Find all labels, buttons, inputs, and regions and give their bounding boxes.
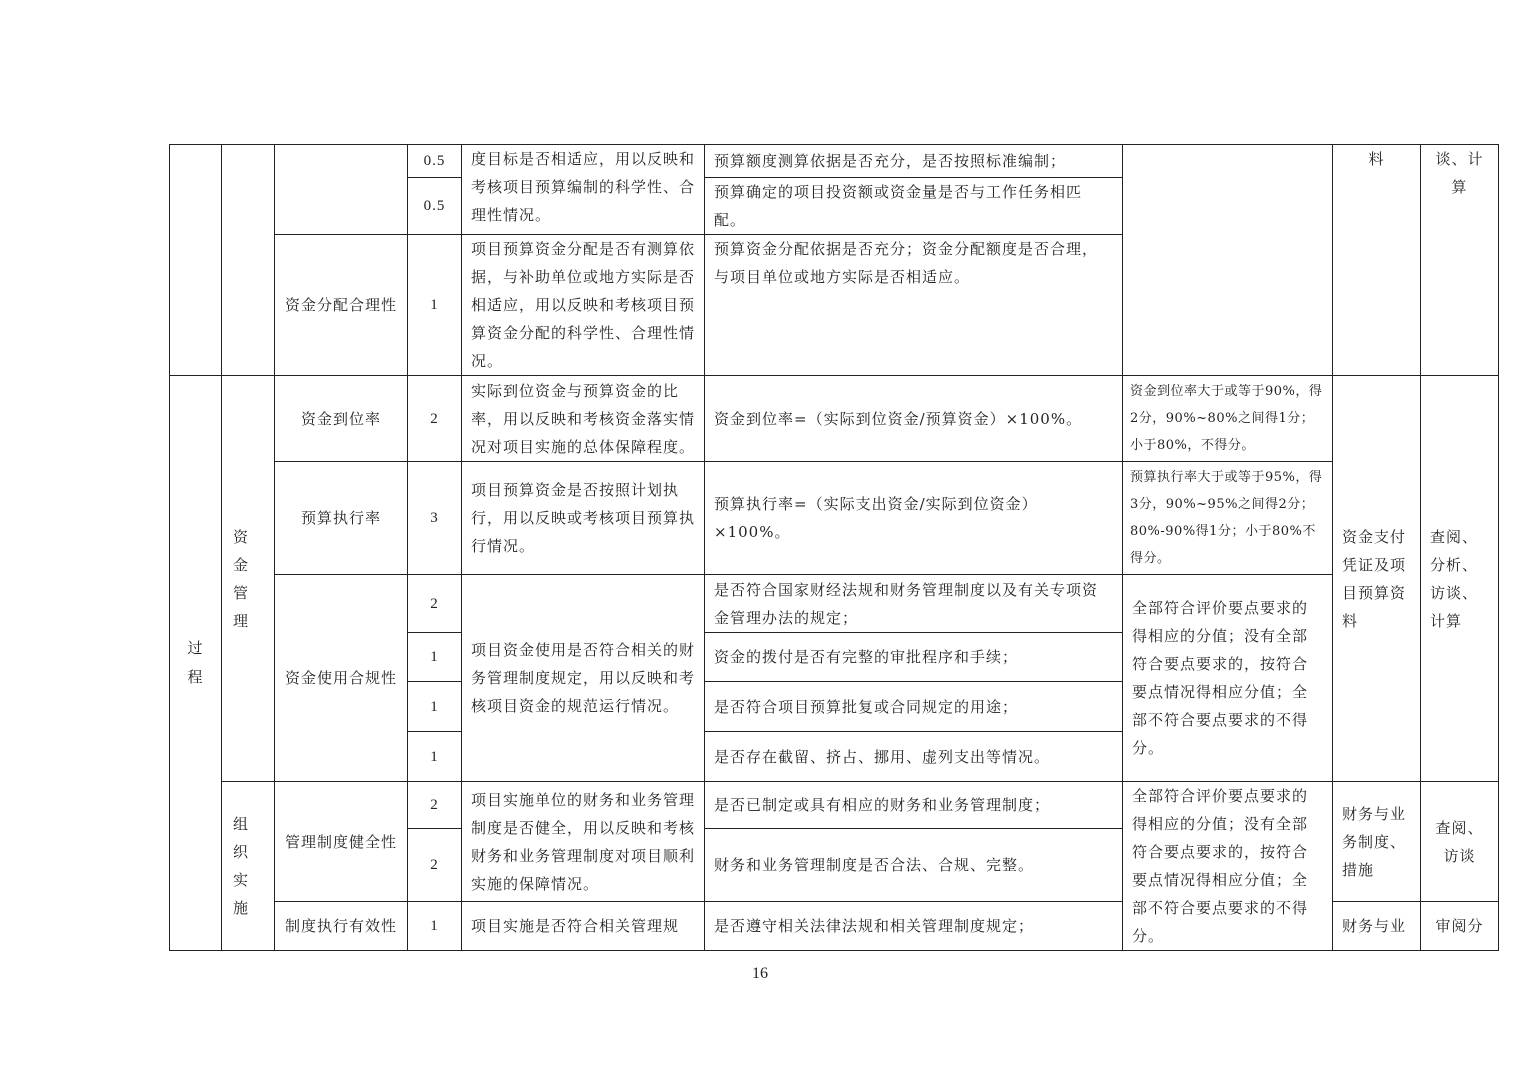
method-cell: 审阅分 (1421, 902, 1499, 951)
evaluation-point-cell: 预算执行率=（实际支出资金/实际到位资金）×100%。 (705, 462, 1123, 575)
score-cell: 1 (408, 682, 462, 732)
evaluation-point-cell: 预算确定的项目投资额或资金量是否与工作任务相匹配。 (705, 178, 1123, 235)
description-cell: 项目实施单位的财务和业务管理制度是否健全，用以反映和考核财务和业务管理制度对项目顺利实施的保障情况。 (462, 782, 705, 902)
standard-cell: 全部符合评价要点要求的得相应的分值；没有全部符合要点要求的，按符合要点情况得相应分值；全部不符合要点要求的不得分。 (1123, 575, 1333, 782)
evaluation-point-cell: 资金到位率=（实际到位资金/预算资金）×100%。 (705, 376, 1123, 462)
standard-cell-continued (1123, 145, 1333, 376)
evaluation-point-cell: 预算额度测算依据是否充分，是否按照标准编制； (705, 145, 1123, 178)
evaluation-point-cell: 是否符合国家财经法规和财务管理制度以及有关专项资金管理办法的规定； (705, 575, 1123, 633)
description-cell: 度目标是否相适应，用以反映和考核项目预算编制的科学性、合理性情况。 (462, 145, 705, 235)
standard-cell: 全部符合评价要点要求的得相应的分值；没有全部符合要点要求的，按符合要点情况得相应分值；全部不符合要点要求的不得分。 (1123, 782, 1333, 951)
score-cell: 2 (408, 575, 462, 633)
description-cell: 项目资金使用是否符合相关的财务管理制度规定，用以反映和考核项目资金的规范运行情况。 (462, 575, 705, 782)
evaluation-point-cell: 是否存在截留、挤占、挪用、虚列支出等情况。 (705, 732, 1123, 782)
evaluation-point-cell: 财务和业务管理制度是否合法、合规、完整。 (705, 828, 1123, 901)
standard-cell: 资金到位率大于或等于90%，得2分，90%~80%之间得1分；小于80%，不得分。 (1123, 376, 1333, 462)
level1-cell-continued (170, 145, 222, 376)
score-cell: 0.5 (408, 145, 462, 178)
method-cell: 查阅、访谈 (1421, 782, 1499, 902)
evaluation-point-cell: 是否已制定或具有相应的财务和业务管理制度； (705, 782, 1123, 829)
description-cell: 项目预算资金是否按照计划执行，用以反映或考核项目预算执行情况。 (462, 462, 705, 575)
indicator-cell: 预算执行率 (275, 462, 408, 575)
material-cell: 料 (1333, 145, 1421, 376)
material-cell: 财务与业 (1333, 902, 1421, 951)
indicator-cell: 资金到位率 (275, 376, 408, 462)
description-cell: 项目实施是否符合相关管理规 (462, 902, 705, 951)
score-cell: 1 (408, 732, 462, 782)
score-cell: 3 (408, 462, 462, 575)
score-cell: 2 (408, 828, 462, 901)
evaluation-point-cell: 资金的拨付是否有完整的审批程序和手续； (705, 633, 1123, 682)
indicator-cell: 管理制度健全性 (275, 782, 408, 902)
indicator-cell: 制度执行有效性 (275, 902, 408, 951)
method-cell: 查阅、分析、访谈、计算 (1421, 376, 1499, 782)
score-cell: 1 (408, 902, 462, 951)
level2-cell-fund-management: 资金管理 (222, 376, 275, 782)
page-number: 16 (752, 965, 768, 982)
material-cell: 财务与业务制度、措施 (1333, 782, 1421, 902)
score-cell: 1 (408, 633, 462, 682)
score-cell: 0.5 (408, 178, 462, 235)
description-cell: 实际到位资金与预算资金的比率，用以反映和考核资金落实情况对项目实施的总体保障程度。 (462, 376, 705, 462)
score-cell: 1 (408, 235, 462, 376)
material-cell: 资金支付凭证及项目预算资料 (1333, 376, 1421, 782)
level2-cell-organization: 组织实施 (222, 782, 275, 951)
method-cell: 谈、计算 (1421, 145, 1499, 376)
score-cell: 2 (408, 782, 462, 829)
level2-cell-continued (222, 145, 275, 376)
indicator-cell-continued (275, 145, 408, 235)
level1-cell: 过 程 (170, 376, 222, 951)
score-cell: 2 (408, 376, 462, 462)
evaluation-point-cell: 预算资金分配依据是否充分；资金分配额度是否合理，与项目单位或地方实际是否相适应。 (705, 235, 1123, 376)
evaluation-point-cell: 是否符合项目预算批复或合同规定的用途； (705, 682, 1123, 732)
indicator-cell: 资金使用合规性 (275, 575, 408, 782)
description-cell: 项目预算资金分配是否有测算依据，与补助单位或地方实际是否相适应，用以反映和考核项目预算资金分配的科学性、合理性情况。 (462, 235, 705, 376)
standard-cell: 预算执行率大于或等于95%，得3分，90%~95%之间得2分；80%-90%得1分；小于80%不得分。 (1123, 462, 1333, 575)
evaluation-indicator-table (169, 144, 1499, 951)
indicator-cell: 资金分配合理性 (275, 235, 408, 376)
evaluation-point-cell: 是否遵守相关法律法规和相关管理制度规定； (705, 902, 1123, 951)
